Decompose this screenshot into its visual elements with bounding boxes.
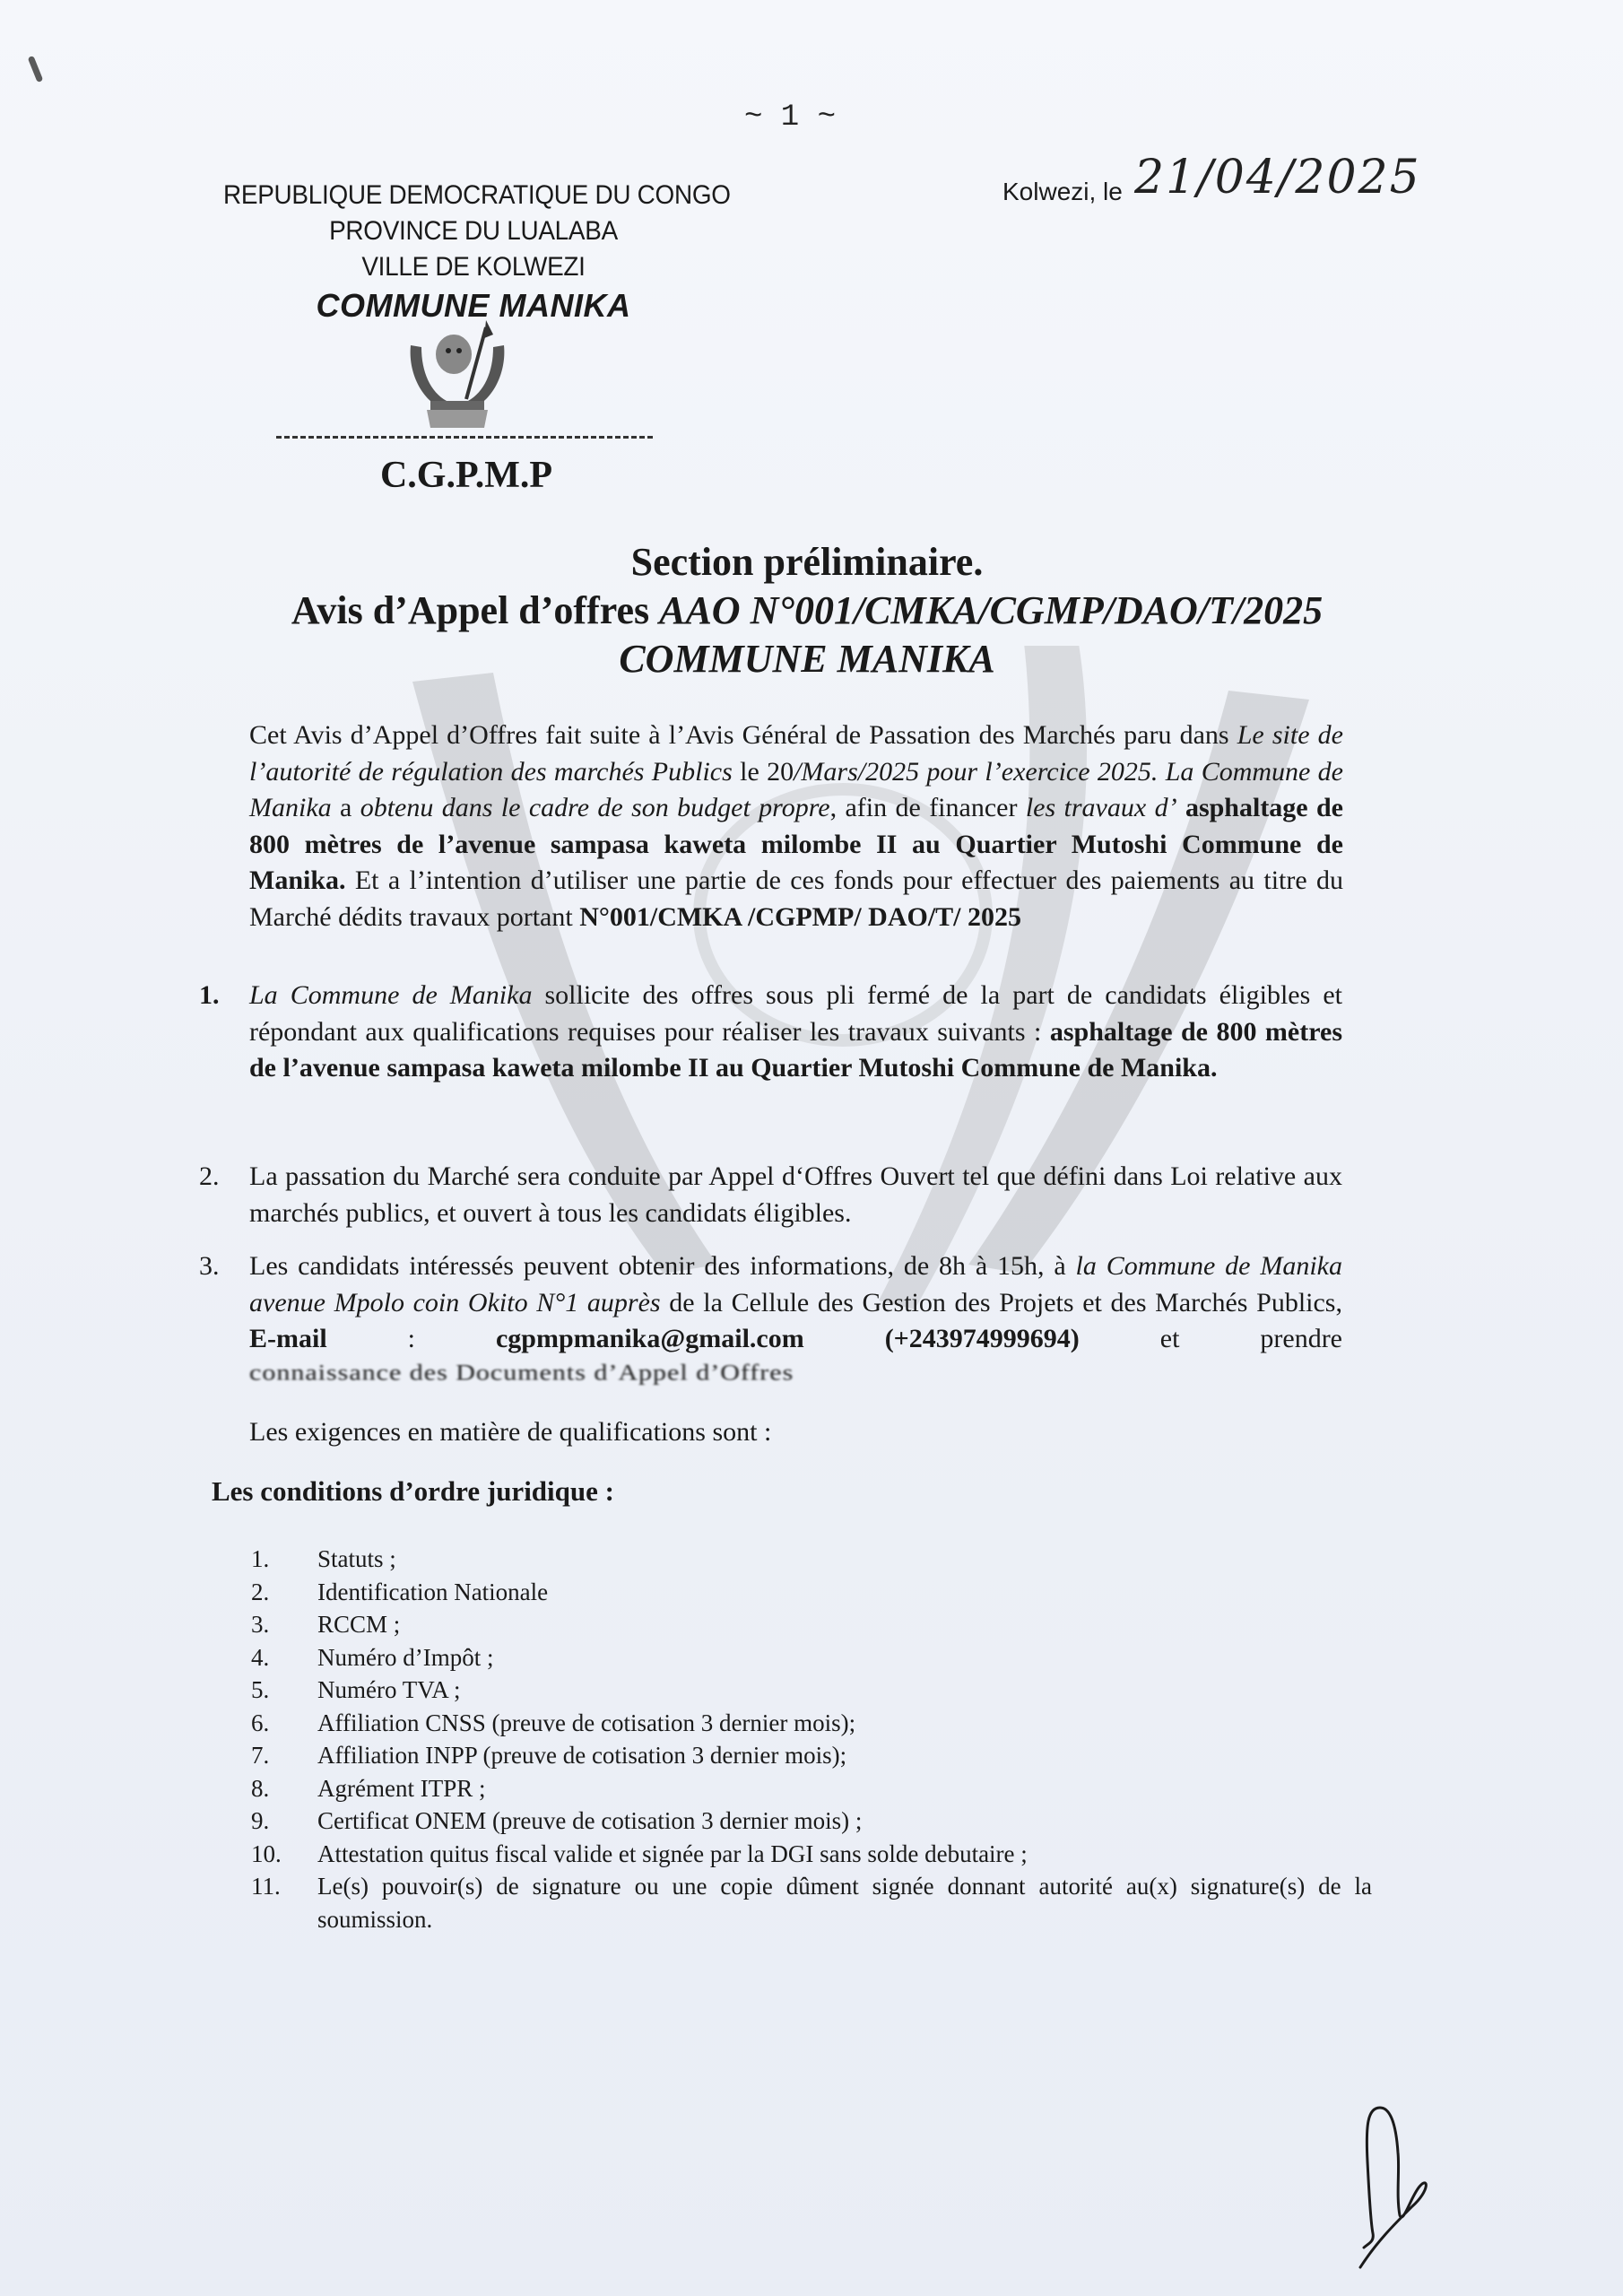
avis-prefix: Avis d’Appel d’offres	[291, 588, 660, 632]
intro-text: Et a l’intention d’utiliser une partie de ces fonds pour effectuer des paiements au titre du Marché dédits travaux portant	[249, 865, 1343, 932]
list-item	[251, 1772, 1372, 1805]
list-item	[251, 1707, 1372, 1740]
project-description: asphaltage de 800 mètres de l’avenue sampasa kaweta milombe II au Quartier Mutoshi Commune de Manika.	[249, 793, 1344, 895]
item-number: 2.	[199, 1161, 220, 1191]
item-number: 9.	[251, 1807, 270, 1834]
item-text: RCCM ;	[317, 1611, 401, 1638]
letterhead-commune: COMMUNE MANIKA	[316, 287, 631, 324]
numbered-item-3	[199, 1248, 1342, 1394]
item-number: 4.	[251, 1643, 270, 1671]
list-item	[251, 1543, 1372, 1576]
item-number: 6.	[251, 1709, 270, 1736]
phone-number: (+243974999694)	[803, 1324, 1080, 1353]
requirements-intro: Les exigences en matière de qualifications sont :	[249, 1417, 772, 1447]
email-address[interactable]: cgpmpmanika@gmail.com	[495, 1324, 804, 1353]
list-item	[251, 1739, 1372, 1772]
item-text: Agrément ITPR ;	[317, 1774, 486, 1802]
separator: :	[326, 1324, 496, 1353]
item-text: La passation du Marché sera conduite par Appel d‘Offres Ouvert tel que défini dans Loi relative aux marchés publics, et ouvert à tous les candidats éligibles.	[249, 1161, 1342, 1228]
item-text: Le(s) pouvoir(s) de signature ou une copie dûment signée donnant autorité au(x) signature(s) de la soumission.	[317, 1873, 1372, 1933]
list-item	[251, 1641, 1372, 1674]
email-label: E-mail	[249, 1324, 327, 1353]
letterhead	[204, 178, 742, 326]
letterhead-city: VILLE DE KOLWEZI	[361, 252, 586, 282]
drc-coat-of-arms-icon	[395, 318, 520, 430]
intro-italic: les travaux d’	[1025, 793, 1177, 822]
unit-name: C.G.P.M.P	[379, 455, 553, 496]
item-italic: La Commune de Manika	[249, 980, 533, 1010]
item-number: 2.	[251, 1578, 270, 1605]
item-text: Attestation quitus fiscal valide et signée par la DGI sans solde debutaire ;	[317, 1839, 1028, 1867]
list-item	[251, 1576, 1372, 1609]
item-text: et prendre	[1079, 1324, 1342, 1353]
item-text: sollicite des offres sous pli fermé de la part de candidats éligibles et répondant aux qualifications requises pour réaliser les travaux suivants :	[249, 980, 1342, 1047]
list-item	[251, 1870, 1372, 1935]
letterhead-province: PROVINCE DU LUALABA	[329, 216, 618, 246]
list-item	[251, 1838, 1372, 1871]
item-text: Numéro TVA ;	[317, 1676, 461, 1703]
item-text: Certificat ONEM (preuve de cotisation 3 dernier mois) ;	[317, 1807, 863, 1834]
item-number: 5.	[251, 1676, 270, 1703]
item-text: Affiliation INPP (preuve de cotisation 3 dernier mois);	[317, 1742, 847, 1769]
intro-text: , afin de financer	[829, 793, 1026, 822]
document-title	[224, 538, 1390, 683]
numbered-item-1	[199, 978, 1342, 1087]
item-number: 10.	[251, 1839, 282, 1867]
item-number: 1.	[199, 980, 220, 1010]
item-number: 1.	[251, 1545, 270, 1572]
item-number: 8.	[251, 1774, 270, 1802]
intro-italic: obtenu dans le cadre de son budget propre	[360, 793, 830, 822]
item-text: de la Cellule des Gestion des Projets et des Marchés Publics,	[660, 1287, 1342, 1318]
item-number: 11.	[251, 1873, 281, 1900]
avis-title	[224, 587, 1390, 635]
item-number: 7.	[251, 1742, 270, 1769]
list-item	[251, 1608, 1372, 1641]
numbered-item-2	[199, 1159, 1342, 1231]
page-number: ~ 1 ~	[744, 100, 837, 135]
item-text: Numéro d’Impôt ;	[317, 1643, 494, 1671]
intro-text: a	[331, 793, 360, 822]
handwritten-signature-icon	[1341, 2090, 1448, 2269]
intro-text: le 20	[732, 756, 794, 787]
item-bold: asphaltage de 800 mètres de l’avenue sampasa kaweta milombe II au Quartier Mutoshi Commune de Manika.	[249, 1016, 1342, 1083]
date-label: Kolwezi, le	[1002, 178, 1123, 205]
title-commune: COMMUNE MANIKA	[619, 637, 995, 681]
item-text: Statuts ;	[317, 1545, 396, 1572]
avis-reference: AAO N°001/CMKA/CGMP/DAO/T/2025	[659, 588, 1324, 632]
item-text: Les candidats intéressés peuvent obtenir des informations, de 8h à 15h, à	[249, 1251, 1076, 1281]
item-number: 3.	[199, 1251, 220, 1281]
item-text: Affiliation CNSS (preuve de cotisation 3 dernier mois);	[317, 1709, 856, 1736]
intro-italic: /Mars/2025 pour l’exercice 2025. La Commune de Manika	[249, 756, 1344, 822]
section-title: Section préliminaire.	[630, 540, 984, 584]
item-italic: la Commune de Manika avenue Mpolo coin Okito N°1 auprès	[249, 1251, 1342, 1318]
scan-artifact	[28, 56, 44, 83]
item-text: Identification Nationale	[317, 1578, 549, 1605]
market-reference: N°001/CMKA /CGPMP/ DAO/T/ 2025	[579, 901, 1022, 932]
handwritten-date: 21/04/2025	[1134, 151, 1421, 204]
blurred-text: connaissance des Documents d’Appel d’Offres	[249, 1360, 794, 1386]
letterhead-country: REPUBLIQUE DEMOCRATIQUE DU CONGO	[223, 180, 731, 210]
item-number: 3.	[251, 1611, 270, 1638]
list-item	[251, 1674, 1372, 1707]
intro-italic: Le site de l’autorité de régulation des marchés Publics	[249, 720, 1343, 787]
intro-paragraph	[249, 718, 1343, 935]
legal-conditions-list	[251, 1543, 1372, 1935]
list-item	[251, 1805, 1372, 1838]
letterhead-divider	[276, 436, 653, 439]
intro-text: Cet Avis d’Appel d’Offres fait suite à l’Avis Général de Passation des Marchés paru dans	[249, 720, 1237, 750]
legal-conditions-title: Les conditions d’ordre juridique :	[212, 1475, 614, 1507]
